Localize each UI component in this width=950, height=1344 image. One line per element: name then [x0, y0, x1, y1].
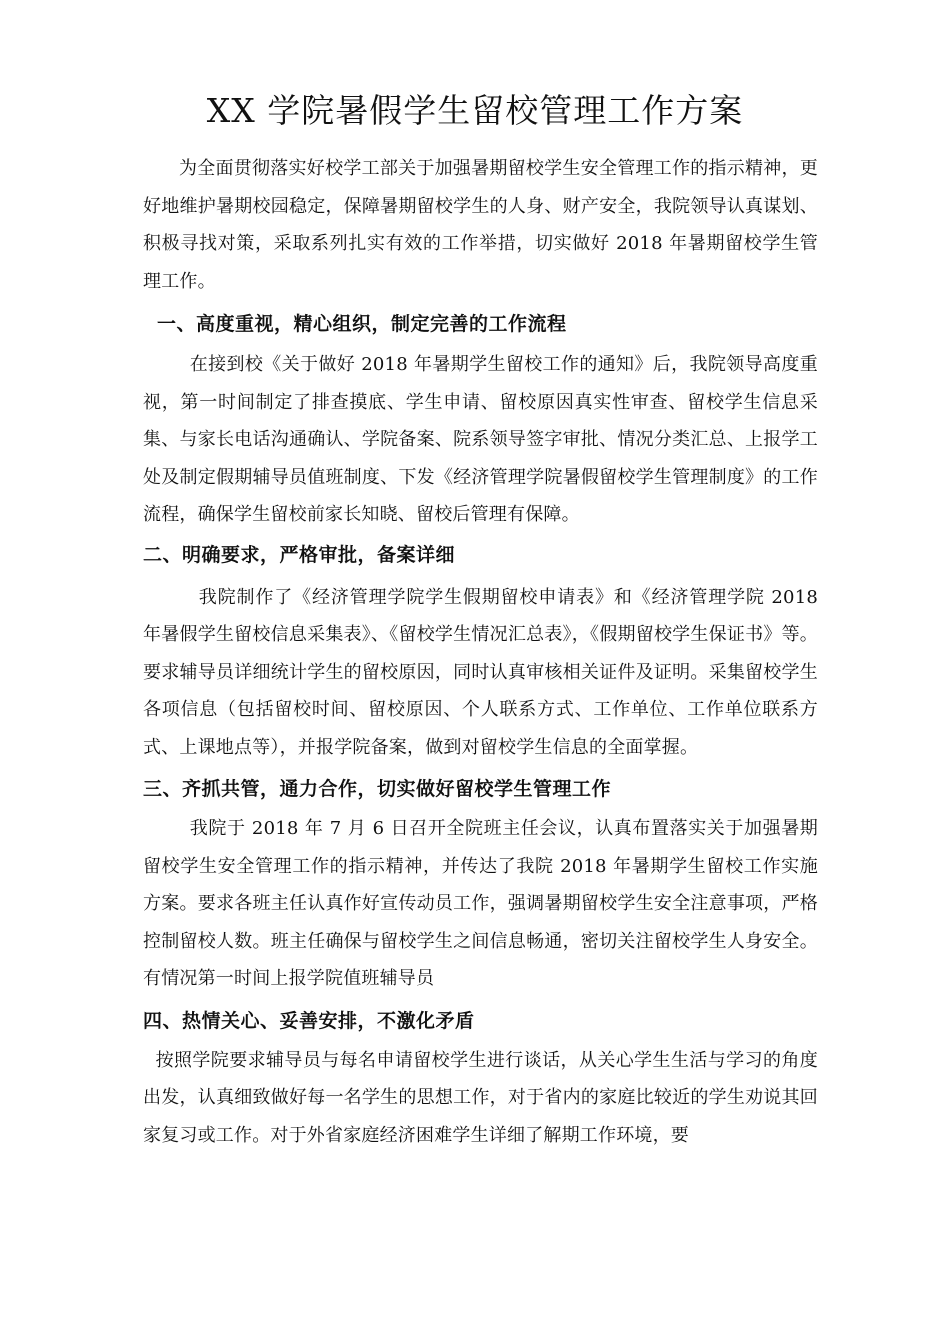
section-4-paragraph: 按照学院要求辅导员与每名申请留校学生进行谈话，从关心学生生活与学习的角度出发，认真细致做好每一名学生的思想工作，对于省内的家庭比较近的学生劝说其回家复习或工作。对于外省家庭经济困难学生详细了解期工作环境，要: [143, 1049, 818, 1146]
section-2-heading: 二、明确要求，严格审批，备案详细: [143, 543, 456, 566]
section-3-paragraph: 我院于 2018 年 7 月 6 日召开全院班主任会议，认真布置落实关于加强暑期留校学生安全管理工作的指示精神，并传达了我院 2018 年暑期学生留校工作实施方案。要求各班主任认真作好宣传动员工作，强调暑期留校学生安全注意事项，严格控制留校人数。班主任确保与留校学生之间信息畅通，密切关注留校学生人身安全。有情况第一时间上报学院值班辅导员: [143, 818, 818, 989]
section-1-paragraph: 在接到校《关于做好 2018 年暑期学生留校工作的通知》后，我院领导高度重视，第一时间制定了排查摸底、学生申请、留校原因真实性审查、留校学生信息采集、与家长电话沟通确认、学院备案、院系领导签字审批、情况分类汇总、上报学工处及制定假期辅导员值班制度、下发《经济管理学院暑假留校学生管理制度》的工作流程，确保学生留校前家长知晓、留校后管理有保障。: [143, 354, 818, 525]
section-2-paragraph: 我院制作了《经济管理学院学生假期留校申请表》和《经济管理学院 2018 年暑假学生留校信息采集表》、《留校学生情况汇总表》，《假期留校学生保证书》等。要求辅导员详细统计学生的留校原因，同时认真审核相关证件及证明。采集留校学生各项信息（包括留校时间、留校原因、个人联系方式、工作单位、工作单位联系方式、上课地点等），并报学院备案，做到对留校学生信息的全面掌握。: [143, 586, 818, 758]
intro-paragraph: 为全面贯彻落实好校学工部关于加强暑期留校学生安全管理工作的指示精神，更好地维护暑期校园稳定，保障暑期留校学生的人身、财产安全，我院领导认真谋划、积极寻找对策，采取系列扎实有效的工作举措，切实做好 2018 年暑期留校学生管理工作。: [143, 158, 818, 292]
section-1-heading: 一、高度重视，精心组织，制定完善的工作流程: [157, 313, 567, 335]
section-3-heading: 三、齐抓共管，通力合作，切实做好留校学生管理工作: [143, 778, 612, 800]
document-body: [143, 150, 818, 1154]
document-title: XX 学院暑假学生留校管理工作方案: [206, 91, 744, 130]
section-4-heading: 四、热情关心、妥善安排，不激化矛盾: [143, 1009, 475, 1032]
